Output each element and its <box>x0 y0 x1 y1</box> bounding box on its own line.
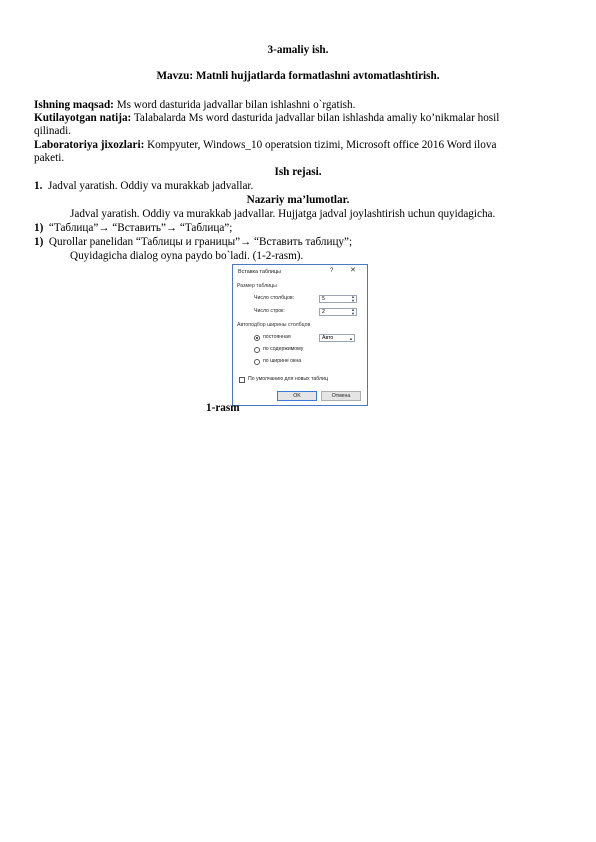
theory-title: Nazariy ma’lumotlar. <box>246 194 350 206</box>
aim-label: Ishning maqsad: <box>34 99 114 111</box>
step-2-number: 1) <box>34 236 44 248</box>
radio-window[interactable] <box>254 359 260 365</box>
spinner-arrows-icon[interactable]: ▲ ▼ <box>351 307 355 316</box>
cancel-button[interactable]: Отмена <box>321 391 361 401</box>
insert-table-dialog <box>232 264 368 406</box>
result-label: Kutilayotgan natija: <box>34 112 132 124</box>
lab-label: Laboratoriya jixozlari: <box>34 139 145 151</box>
lab-line-2: paketi. <box>34 152 65 164</box>
opt-content-label: по содержимому <box>263 346 304 352</box>
result-text: Talabalarda Ms word dasturida jadvallar bilan ishlashda amaliy ko’nikmalar hosil <box>131 112 500 124</box>
aim-text: Ms word dasturida jadvallar bilan ishlashni o`rgatish. <box>113 99 356 111</box>
ok-button[interactable]: OK <box>277 391 317 401</box>
lab-text: Kompyuter, Windows_10 operatsion tizimi, Microsoft office 2016 Word ilova <box>144 139 497 151</box>
remember-label: По умолчанию для новых таблиц <box>248 376 328 382</box>
rows-label: Число строк: <box>254 308 285 314</box>
cols-spinner[interactable] <box>319 295 357 303</box>
cols-label: Число столбцов: <box>254 295 295 301</box>
cols-value: 5 <box>322 296 325 302</box>
radio-content[interactable] <box>254 347 260 353</box>
spinner-arrows-icon[interactable]: ▲ ▼ <box>351 294 355 303</box>
fixed-width-value: Авто <box>322 335 334 341</box>
close-icon[interactable]: ✕ <box>350 267 356 274</box>
step-2-text: Qurollar panelidan “Таблицы и границы”→ “Вставить таблицу”; <box>48 236 353 248</box>
theory-text: Jadval yaratish. Oddiy va murakkab jadvallar. Hujjatga jadval joylashtirish uchun quyidagicha. <box>70 208 496 220</box>
remember-checkbox[interactable] <box>239 377 245 383</box>
step-2 <box>34 236 352 249</box>
step-1-number: 1) <box>34 222 44 234</box>
plan-item <box>34 180 253 193</box>
radio-fixed[interactable] <box>254 335 260 341</box>
rows-spinner[interactable] <box>319 308 357 316</box>
spinner-arrows-icon[interactable]: ▲ <box>349 336 353 341</box>
fixed-width-select[interactable] <box>319 334 355 342</box>
rows-value: 2 <box>322 309 325 315</box>
size-section-label: Размер таблицы <box>237 283 277 289</box>
autofit-section-label: Автоподбор ширины столбцов <box>237 322 311 328</box>
opt-window-label: по ширине окна <box>263 358 302 364</box>
dialog-intro: Quyidagicha dialog oyna paydo bo`ladi. (1-2-rasm). <box>70 250 304 262</box>
aim-line <box>34 99 355 112</box>
opt-fixed-label: постоянная <box>263 334 291 340</box>
result-line-2: qilinadi. <box>34 125 71 137</box>
help-icon[interactable]: ? <box>330 268 334 274</box>
step-1 <box>34 222 232 235</box>
dialog-title: Вставка таблицы <box>238 269 281 275</box>
plan-number: 1. <box>34 180 43 192</box>
document-title: 3-amaliy ish. <box>267 44 329 56</box>
topic-line: Mavzu: Matnli hujjatlarda formatlashni avtomatlashtirish. <box>156 70 440 82</box>
result-line <box>34 112 499 125</box>
step-1-text: “Таблица”→ “Вставить”→ “Таблица”; <box>48 222 233 234</box>
plan-item-text: Jadval yaratish. Oddiy va murakkab jadvallar. <box>47 180 254 192</box>
plan-title: Ish rejasi. <box>274 166 322 178</box>
lab-line <box>34 139 496 152</box>
figure-caption: 1-rasm <box>206 402 240 414</box>
